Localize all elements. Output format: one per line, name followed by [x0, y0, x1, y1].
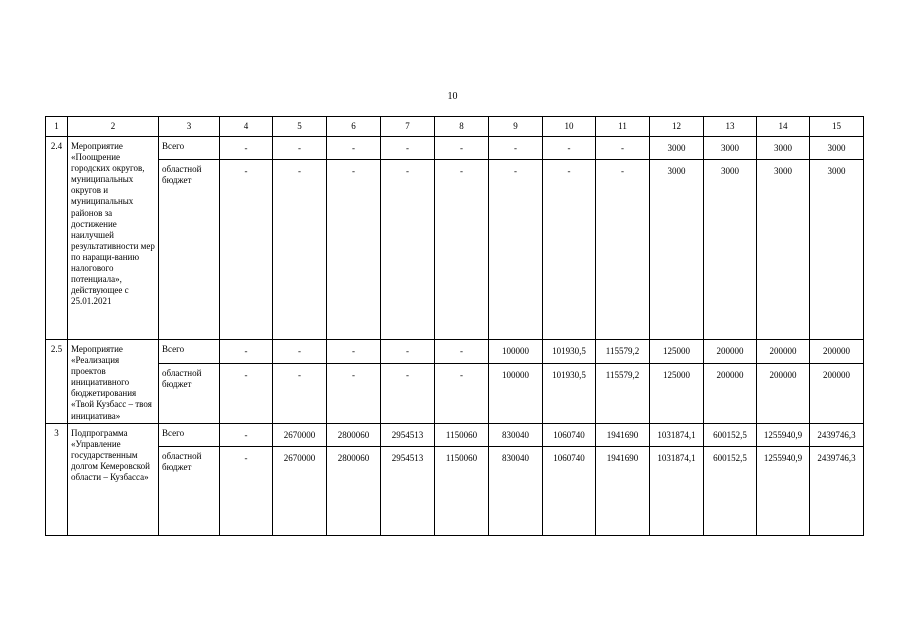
value-cell: 200000 [810, 364, 864, 424]
funding-source: Всего [159, 423, 220, 446]
budget-table [45, 116, 864, 536]
table-row [46, 137, 864, 160]
value-cell: - [381, 137, 435, 160]
table-row [46, 340, 864, 364]
measure-name: Подпрограмма «Управление государственным долгом Кемеровской области – Кузбасса» [68, 423, 159, 535]
value-cell: 2954513 [381, 446, 435, 535]
value-cell: 2670000 [273, 446, 327, 535]
value-cell: 3000 [704, 160, 757, 340]
value-cell: 3000 [704, 137, 757, 160]
table-row [46, 423, 864, 446]
value-cell: 1031874,1 [650, 423, 704, 446]
value-cell: 200000 [757, 364, 810, 424]
value-cell: 100000 [489, 340, 543, 364]
value-cell: 200000 [704, 340, 757, 364]
value-cell: 1060740 [543, 446, 596, 535]
value-cell: 3000 [810, 137, 864, 160]
value-cell: 2670000 [273, 423, 327, 446]
header-cell: 11 [596, 117, 650, 137]
header-cell: 2 [68, 117, 159, 137]
value-cell: - [273, 340, 327, 364]
value-cell: 1255940,9 [757, 446, 810, 535]
funding-source: областной бюджет [159, 446, 220, 535]
value-cell: - [273, 364, 327, 424]
value-cell: - [489, 137, 543, 160]
table-header-row [46, 117, 864, 137]
row-number: 2.5 [46, 340, 68, 424]
value-cell: - [327, 160, 381, 340]
value-cell: - [327, 137, 381, 160]
row-number: 2.4 [46, 137, 68, 340]
value-cell: 101930,5 [543, 364, 596, 424]
value-cell: 1941690 [596, 423, 650, 446]
value-cell: - [435, 340, 489, 364]
table-row [46, 364, 864, 424]
value-cell: - [220, 137, 273, 160]
value-cell: 115579,2 [596, 340, 650, 364]
value-cell: - [220, 364, 273, 424]
value-cell: 200000 [810, 340, 864, 364]
value-cell: 1941690 [596, 446, 650, 535]
value-cell: 3000 [810, 160, 864, 340]
value-cell: 830040 [489, 423, 543, 446]
value-cell: 115579,2 [596, 364, 650, 424]
value-cell: 125000 [650, 340, 704, 364]
value-cell: - [220, 446, 273, 535]
funding-source: Всего [159, 137, 220, 160]
funding-source: областной бюджет [159, 160, 220, 340]
value-cell: 3000 [650, 137, 704, 160]
header-cell: 9 [489, 117, 543, 137]
header-cell: 15 [810, 117, 864, 137]
value-cell: 200000 [704, 364, 757, 424]
value-cell: 1150060 [435, 423, 489, 446]
value-cell: 2439746,3 [810, 446, 864, 535]
value-cell: - [273, 137, 327, 160]
value-cell: 2800060 [327, 446, 381, 535]
measure-name: Мероприятие «Поощрение городских округов, муниципальных округов и муниципальных районов за достижение наилучшей результативности мер по наращи-ванию налогового потенциала», действующее с 25.01.2021 [68, 137, 159, 340]
value-cell: - [381, 364, 435, 424]
value-cell: - [435, 137, 489, 160]
value-cell: 100000 [489, 364, 543, 424]
value-cell: - [381, 340, 435, 364]
measure-name: Мероприятие «Реализация проектов инициативного бюджетирования «Твой Кузбасс – твоя инициатива» [68, 340, 159, 424]
value-cell: - [220, 340, 273, 364]
value-cell: - [381, 160, 435, 340]
value-cell: - [273, 160, 327, 340]
header-cell: 14 [757, 117, 810, 137]
table-row [46, 160, 864, 340]
value-cell: - [596, 160, 650, 340]
value-cell: 1031874,1 [650, 446, 704, 535]
header-cell: 1 [46, 117, 68, 137]
table-row [46, 446, 864, 535]
value-cell: 2439746,3 [810, 423, 864, 446]
value-cell: 2954513 [381, 423, 435, 446]
value-cell: 600152,5 [704, 423, 757, 446]
value-cell: - [543, 137, 596, 160]
value-cell: 830040 [489, 446, 543, 535]
value-cell: 1255940,9 [757, 423, 810, 446]
value-cell: - [543, 160, 596, 340]
value-cell: 600152,5 [704, 446, 757, 535]
funding-source: областной бюджет [159, 364, 220, 424]
value-cell: 125000 [650, 364, 704, 424]
page-number: 10 [447, 91, 458, 102]
value-cell: - [489, 160, 543, 340]
value-cell: 3000 [757, 137, 810, 160]
funding-source: Всего [159, 340, 220, 364]
value-cell: - [327, 340, 381, 364]
header-cell: 13 [704, 117, 757, 137]
value-cell: - [327, 364, 381, 424]
value-cell: 101930,5 [543, 340, 596, 364]
value-cell: 2800060 [327, 423, 381, 446]
header-cell: 6 [327, 117, 381, 137]
header-cell: 3 [159, 117, 220, 137]
header-cell: 7 [381, 117, 435, 137]
header-cell: 4 [220, 117, 273, 137]
value-cell: 1150060 [435, 446, 489, 535]
value-cell: 1060740 [543, 423, 596, 446]
header-cell: 5 [273, 117, 327, 137]
value-cell: 3000 [650, 160, 704, 340]
value-cell: - [220, 160, 273, 340]
value-cell: - [596, 137, 650, 160]
header-cell: 12 [650, 117, 704, 137]
value-cell: - [220, 423, 273, 446]
value-cell: 200000 [757, 340, 810, 364]
value-cell: - [435, 364, 489, 424]
header-cell: 10 [543, 117, 596, 137]
row-number: 3 [46, 423, 68, 535]
value-cell: 3000 [757, 160, 810, 340]
value-cell: - [435, 160, 489, 340]
header-cell: 8 [435, 117, 489, 137]
